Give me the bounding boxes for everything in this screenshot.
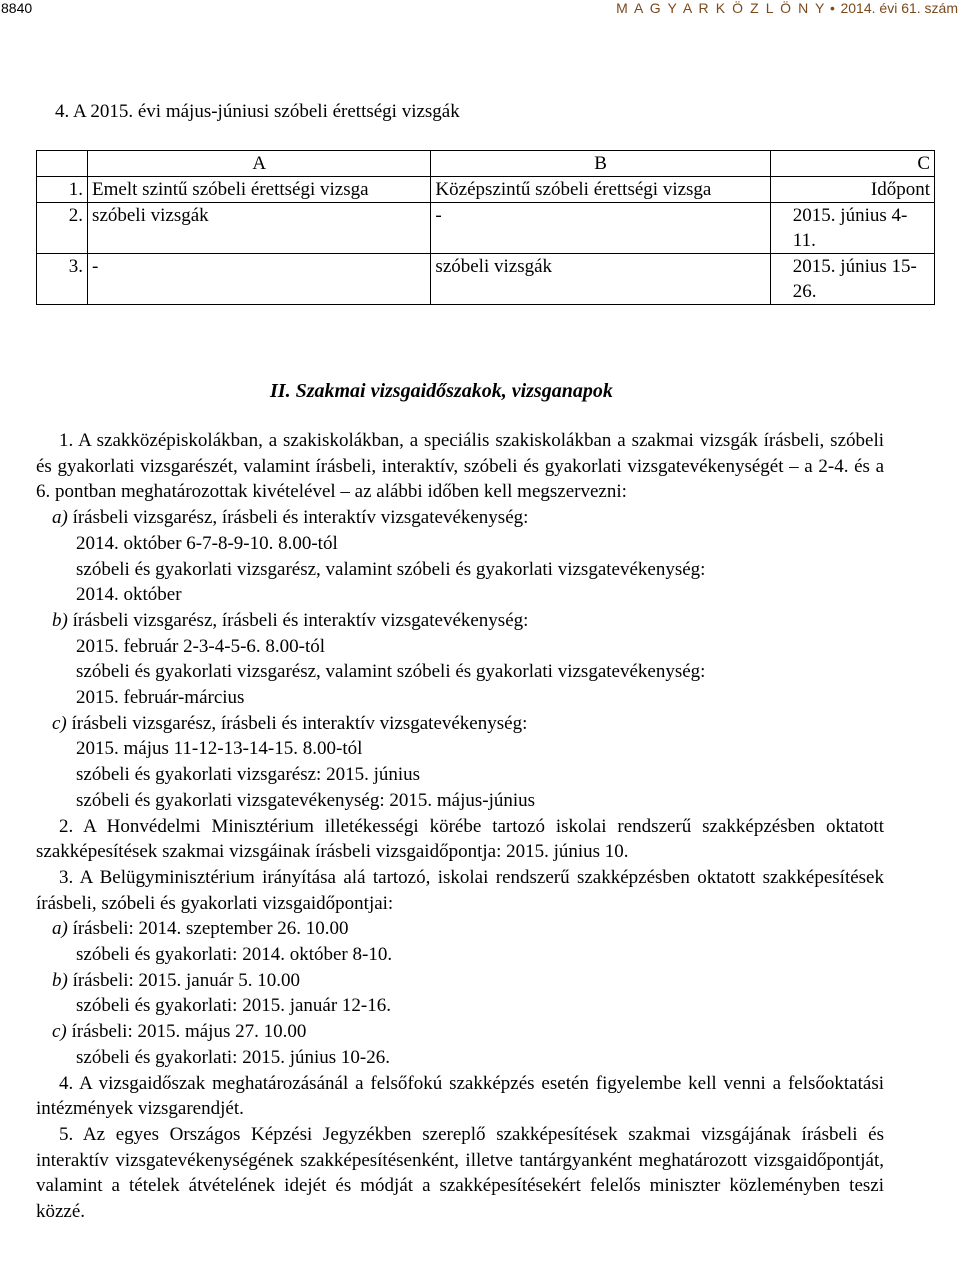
- item-text: írásbeli vizsgarész, írásbeli és interaktív vizsgatevékenység:: [71, 712, 528, 734]
- item-line: 2014. október: [76, 584, 182, 606]
- list-item-c: [36, 711, 884, 737]
- list-item-a: [36, 505, 884, 531]
- row-number: 1.: [37, 177, 88, 203]
- item-text: írásbeli: 2015. május 27. 10.00: [71, 1021, 307, 1043]
- item-line: szóbeli és gyakorlati vizsgarész: 2015. június: [76, 764, 421, 786]
- item-label: a): [52, 507, 68, 529]
- item-line: 2015. február 2-3-4-5-6. 8.00-tól: [76, 635, 326, 657]
- table-cell: -: [88, 254, 431, 305]
- paragraph-1: 1. A szakközépiskolákban, a szakiskolákban, a speciális szakiskolákban a szakmai vizsgák írásbeli, szóbeli és gyakorlati vizsgarészét, valamint írásbeli, interaktív, szóbeli és gyakorlati vizsgatevékenységét – a 2-4. és a 6. pontban meghatározottak kivételével – az alábbi időben kell megszervezni:: [36, 430, 884, 503]
- item-line: szóbeli és gyakorlati vizsgatevékenység: 2015. május-június: [76, 789, 536, 811]
- part-title: II. Szakmai vizsgaidőszakok, vizsganapok: [270, 380, 613, 402]
- row-number: 2.: [37, 203, 88, 254]
- item-line: szóbeli és gyakorlati vizsgarész, valamint szóbeli és gyakorlati vizsgatevékenység:: [76, 661, 706, 683]
- journal-header: [616, 0, 958, 16]
- item-label: c): [52, 1021, 67, 1043]
- section-title: 4. A 2015. évi május-júniusi szóbeli érettségi vizsgák: [55, 101, 460, 122]
- table-cell: -: [431, 203, 770, 254]
- table-cell: 2015. június 4-11.: [770, 203, 934, 254]
- item-label: b): [52, 969, 68, 991]
- list-item-b: [36, 608, 884, 634]
- paragraph-4: 4. A vizsgaidőszak meghatározásánál a felsőfokú szakképzés esetén figyelembe kell venni a felsőoktatási intézmények vizsgarendjét.: [36, 1072, 884, 1120]
- column-header-c: C: [770, 151, 934, 177]
- item-line: 2014. október 6-7-8-9-10. 8.00-tól: [76, 532, 338, 554]
- table-cell: szóbeli vizsgák: [88, 203, 431, 254]
- page-number: 8840: [1, 0, 33, 16]
- item-line: szóbeli és gyakorlati: 2015. január 12-16.: [76, 995, 392, 1017]
- separator-dot: •: [829, 0, 837, 16]
- table-row: [37, 177, 935, 203]
- issue-label: 2014. évi 61. szám: [840, 0, 958, 16]
- item-line: szóbeli és gyakorlati: 2015. június 10-26.: [76, 1046, 390, 1068]
- paragraph-5: 5. Az egyes Országos Képzési Jegyzékben szereplő szakképesítések szakmai vizsgájának írásbeli és interaktív vizsgatevékenységének szakképesítésenként, illetve tantárgyanként meghatározott vizsgaidőpontját, valamint a tételek átvételének idejét és módját a szakképesítésekért felelős miniszter közleményben teszi közzé.: [36, 1123, 884, 1223]
- paragraph-3: 3. A Belügyminisztérium irányítása alá tartozó, iskolai rendszerű szakképzésben oktatott szakképesítések írásbeli, szóbeli és gyakorlati vizsgaidőpontjai:: [36, 866, 884, 914]
- table-cell: szóbeli vizsgák: [431, 254, 770, 305]
- item-line: 2015. február-március: [76, 687, 245, 709]
- list-item-a: [36, 916, 884, 942]
- table-cell: [37, 151, 88, 177]
- list-item-b: [36, 968, 884, 994]
- body-text: [36, 428, 884, 1225]
- table-cell: Középszintű szóbeli érettségi vizsga: [431, 177, 770, 203]
- table-header-row: [37, 151, 935, 177]
- item-text: írásbeli vizsgarész, írásbeli és interaktív vizsgatevékenység:: [72, 609, 529, 631]
- list-item-c: [36, 1019, 884, 1045]
- journal-title: M A G Y A R K Ö Z L Ö N Y: [616, 0, 826, 16]
- item-label: b): [52, 609, 68, 631]
- item-label: a): [52, 918, 68, 940]
- column-header-a: A: [88, 151, 431, 177]
- item-text: írásbeli vizsgarész, írásbeli és interaktív vizsgatevékenység:: [72, 507, 529, 529]
- item-line: szóbeli és gyakorlati: 2014. október 8-10.: [76, 944, 393, 966]
- row-number: 3.: [37, 254, 88, 305]
- item-label: c): [52, 712, 67, 734]
- exam-schedule-table: [36, 150, 935, 305]
- table-cell: 2015. június 15-26.: [770, 254, 934, 305]
- item-line: szóbeli és gyakorlati vizsgarész, valamint szóbeli és gyakorlati vizsgatevékenység:: [76, 558, 706, 580]
- table-cell: Emelt szintű szóbeli érettségi vizsga: [88, 177, 431, 203]
- table-row: [37, 203, 935, 254]
- table-cell: Időpont: [770, 177, 934, 203]
- item-text: írásbeli: 2015. január 5. 10.00: [72, 969, 301, 991]
- item-line: 2015. május 11-12-13-14-15. 8.00-tól: [76, 738, 363, 760]
- page-header: [0, 0, 960, 22]
- column-header-b: B: [431, 151, 770, 177]
- paragraph-2: 2. A Honvédelmi Minisztérium illetékességi körébe tartozó iskolai rendszerű szakképzésben oktatott szakképesítések szakmai vizsgáinak írásbeli vizsgaidőpontja: 2015. június 10.: [36, 815, 884, 863]
- item-text: írásbeli: 2014. szeptember 26. 10.00: [72, 918, 349, 940]
- table-row: [37, 254, 935, 305]
